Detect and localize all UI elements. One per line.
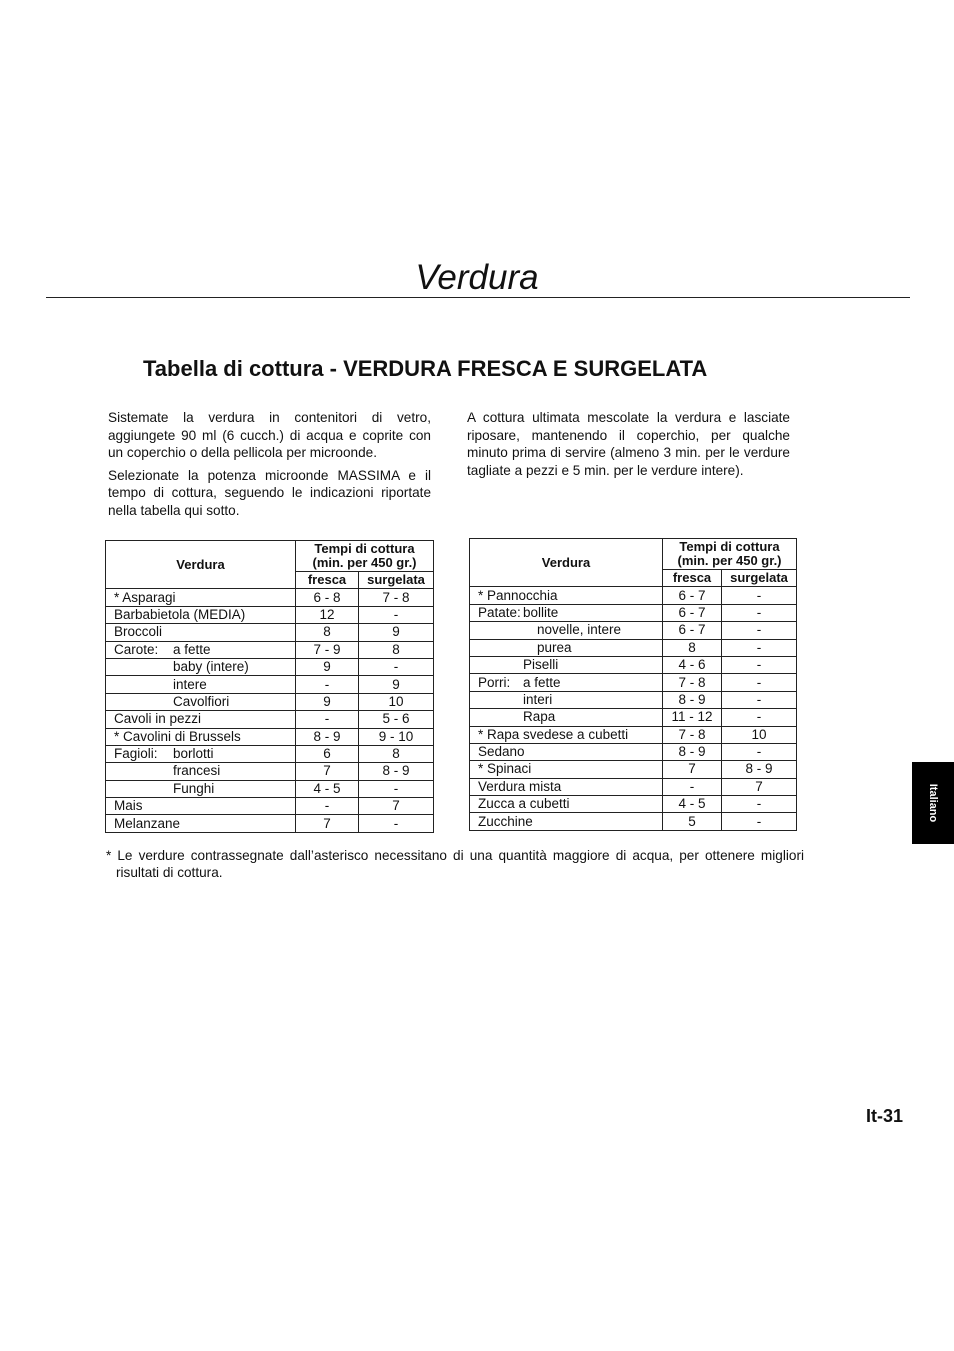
vegetable-name: intere <box>173 676 207 692</box>
vegetable-name: * Asparagi <box>114 589 176 605</box>
time-fresca-cell: 6 - 7 <box>663 622 722 639</box>
time-surgelata-cell: - <box>722 796 797 813</box>
vegetable-name-cell <box>470 726 663 743</box>
vegetable-name: purea <box>537 639 572 655</box>
header-tempi-line1: Tempi di cottura <box>314 541 415 556</box>
cooking-table-right <box>469 538 797 831</box>
time-fresca-cell: 8 <box>296 624 359 641</box>
table-row <box>470 604 797 621</box>
time-fresca-cell: 9 <box>296 693 359 710</box>
vegetable-name: Mais <box>114 798 143 814</box>
time-surgelata-cell: - <box>359 606 434 623</box>
time-surgelata-cell: 9 - 10 <box>359 728 434 745</box>
table-row <box>106 798 434 815</box>
category-prefix: Carote: <box>114 641 159 657</box>
header-tempi <box>663 539 797 570</box>
time-fresca-cell: 7 - 8 <box>663 674 722 691</box>
vegetable-name: a fette <box>173 641 211 657</box>
vegetable-name-cell <box>106 798 296 815</box>
time-surgelata-cell: - <box>359 815 434 832</box>
vegetable-name-cell <box>470 743 663 760</box>
time-surgelata-cell: - <box>722 639 797 656</box>
vegetable-name: interi <box>523 691 553 707</box>
vegetable-name: Funghi <box>173 780 215 796</box>
vegetable-name-cell <box>106 676 296 693</box>
header-fresca: fresca <box>663 570 722 587</box>
vegetable-name: baby (intere) <box>173 659 249 675</box>
table-row <box>470 796 797 813</box>
vegetable-name: Sedano <box>478 744 525 760</box>
time-fresca-cell: 7 <box>663 761 722 778</box>
table-row <box>470 778 797 795</box>
time-surgelata-cell: - <box>722 604 797 621</box>
time-fresca-cell: - <box>663 778 722 795</box>
vegetable-name: * Spinaci <box>478 761 532 777</box>
table-row <box>470 813 797 830</box>
vegetable-name-cell <box>470 813 663 830</box>
time-surgelata-cell: - <box>722 691 797 708</box>
time-fresca-cell: 6 - 7 <box>663 604 722 621</box>
section-heading: Tabella di cottura - VERDURA FRESCA E SURGELATA <box>143 356 708 381</box>
table-row <box>106 658 434 675</box>
category-prefix: Porri: <box>478 674 511 690</box>
vegetable-name: Broccoli <box>114 624 163 640</box>
header-verdura: Verdura <box>470 539 663 587</box>
time-surgelata-cell: 8 <box>359 641 434 658</box>
table-row <box>106 745 434 762</box>
header-tempi-line1: Tempi di cottura <box>679 539 780 554</box>
table-row <box>106 676 434 693</box>
vegetable-name-cell <box>470 622 663 639</box>
time-fresca-cell: - <box>296 711 359 728</box>
time-fresca-cell: 6 - 7 <box>663 587 722 604</box>
time-fresca-cell: 7 - 8 <box>663 726 722 743</box>
vegetable-name-cell <box>106 641 296 658</box>
table-row <box>106 693 434 710</box>
time-surgelata-cell: 10 <box>359 693 434 710</box>
time-surgelata-cell: 7 - 8 <box>359 589 434 606</box>
vegetable-name: * Rapa svedese a cubetti <box>478 726 629 742</box>
vegetable-name: Verdura mista <box>478 778 562 794</box>
time-fresca-cell: 7 <box>296 763 359 780</box>
time-surgelata-cell: - <box>722 709 797 726</box>
table-row <box>106 780 434 797</box>
title-rule <box>46 297 910 298</box>
time-fresca-cell: 8 - 9 <box>663 743 722 760</box>
vegetable-name: * Pannocchia <box>478 587 558 603</box>
time-surgelata-cell: - <box>359 658 434 675</box>
time-surgelata-cell: - <box>722 656 797 673</box>
time-fresca-cell: - <box>296 798 359 815</box>
time-surgelata-cell: 9 <box>359 624 434 641</box>
vegetable-name-cell <box>470 691 663 708</box>
vegetable-name-cell <box>106 728 296 745</box>
time-surgelata-cell: - <box>722 743 797 760</box>
time-surgelata-cell: 8 - 9 <box>722 761 797 778</box>
table-row <box>106 815 434 832</box>
category-prefix: Patate: <box>478 604 521 620</box>
vegetable-name-cell <box>106 693 296 710</box>
vegetable-name: Cavoli in pezzi <box>114 711 202 727</box>
vegetable-name-cell <box>470 709 663 726</box>
vegetable-name-cell <box>106 658 296 675</box>
vegetable-name-cell <box>106 606 296 623</box>
intro-paragraph: Sistemate la verdura in contenitori di vetro, aggiungete 90 ml (6 cucch.) di acqua e coprite con un coperchio o della pellicola per microonde. <box>108 410 431 461</box>
table-row <box>106 763 434 780</box>
vegetable-name: Zucchine <box>478 813 533 829</box>
language-tab-label: Italiano <box>927 783 939 823</box>
time-fresca-cell: 8 - 9 <box>663 691 722 708</box>
time-fresca-cell: 8 <box>663 639 722 656</box>
vegetable-name-cell <box>470 639 663 656</box>
table-row <box>470 674 797 691</box>
time-fresca-cell: 6 - 8 <box>296 589 359 606</box>
vegetable-name: francesi <box>173 763 221 779</box>
table-row <box>470 726 797 743</box>
vegetable-name-cell <box>106 745 296 762</box>
table-row <box>106 606 434 623</box>
table-row <box>106 641 434 658</box>
vegetable-name-cell <box>106 624 296 641</box>
time-fresca-cell: 4 - 6 <box>663 656 722 673</box>
header-verdura: Verdura <box>106 541 296 589</box>
time-surgelata-cell: 5 - 6 <box>359 711 434 728</box>
page-title: Verdura <box>415 258 539 297</box>
table-row <box>106 624 434 641</box>
table-row <box>470 761 797 778</box>
table-row <box>106 589 434 606</box>
time-fresca-cell: 11 - 12 <box>663 709 722 726</box>
vegetable-name: * Cavolini di Brussels <box>114 728 241 744</box>
table-row <box>470 622 797 639</box>
vegetable-name-cell <box>106 589 296 606</box>
vegetable-name: Melanzane <box>114 815 181 831</box>
table-row <box>106 728 434 745</box>
category-prefix: Fagioli: <box>114 746 158 762</box>
time-surgelata-cell: 9 <box>359 676 434 693</box>
table-row <box>470 639 797 656</box>
vegetable-name-cell <box>106 780 296 797</box>
table-row <box>470 587 797 604</box>
table-row <box>106 711 434 728</box>
vegetable-name: borlotti <box>173 746 214 762</box>
vegetable-name-cell <box>106 815 296 832</box>
table-row <box>470 743 797 760</box>
header-surgelata: surgelata <box>722 570 797 587</box>
vegetable-name: Rapa <box>523 709 556 725</box>
time-fresca-cell: 7 - 9 <box>296 641 359 658</box>
header-tempi-line2: (min. per 450 gr.) <box>677 553 782 568</box>
time-fresca-cell: 7 <box>296 815 359 832</box>
vegetable-name: Piselli <box>523 657 559 673</box>
header-fresca: fresca <box>296 572 359 589</box>
time-surgelata-cell: 7 <box>359 798 434 815</box>
intro-left-column <box>108 409 431 525</box>
vegetable-name-cell <box>106 763 296 780</box>
header-surgelata: surgelata <box>359 572 434 589</box>
table-row <box>470 656 797 673</box>
time-surgelata-cell: 8 <box>359 745 434 762</box>
time-fresca-cell: 4 - 5 <box>296 780 359 797</box>
language-tab <box>912 762 954 844</box>
time-fresca-cell: 12 <box>296 606 359 623</box>
vegetable-name: Zucca a cubetti <box>478 796 570 812</box>
time-surgelata-cell: - <box>722 813 797 830</box>
vegetable-name-cell <box>470 604 663 621</box>
intro-right-column <box>467 409 790 484</box>
time-fresca-cell: - <box>296 676 359 693</box>
time-surgelata-cell: 7 <box>722 778 797 795</box>
time-surgelata-cell: 10 <box>722 726 797 743</box>
time-surgelata-cell: - <box>722 587 797 604</box>
time-fresca-cell: 5 <box>663 813 722 830</box>
vegetable-name: Barbabietola (MEDIA) <box>114 606 246 622</box>
page-number: It-31 <box>866 1106 904 1126</box>
table-row <box>470 709 797 726</box>
vegetable-name-cell <box>470 674 663 691</box>
vegetable-name-cell <box>470 761 663 778</box>
footnote: * Le verdure contrassegnate dall’asterisco necessitano di una quantità maggiore di acqua, per ottenere migliori risultati di cottura. <box>106 848 804 881</box>
vegetable-name-cell <box>470 778 663 795</box>
vegetable-name-cell <box>470 796 663 813</box>
vegetable-name: a fette <box>523 674 561 690</box>
table-row <box>470 691 797 708</box>
time-fresca-cell: 4 - 5 <box>663 796 722 813</box>
vegetable-name: Cavolfiori <box>173 693 230 709</box>
intro-paragraph: A cottura ultimata mescolate la verdura e lasciate riposare, mantenendo il coperchio, per qualche minuto prima di servire (almeno 3 min. per le verdure tagliate a pezzi e 5 min. per le verdure intere). <box>467 410 790 478</box>
time-surgelata-cell: - <box>359 780 434 797</box>
time-surgelata-cell: - <box>722 674 797 691</box>
header-tempi-line2: (min. per 450 gr.) <box>312 555 417 570</box>
vegetable-name-cell <box>106 711 296 728</box>
vegetable-name: novelle, intere <box>537 622 622 638</box>
vegetable-name-cell <box>470 587 663 604</box>
header-tempi <box>296 541 434 572</box>
time-fresca-cell: 9 <box>296 658 359 675</box>
time-fresca-cell: 8 - 9 <box>296 728 359 745</box>
vegetable-name-cell <box>470 656 663 673</box>
time-surgelata-cell: - <box>722 622 797 639</box>
time-surgelata-cell: 8 - 9 <box>359 763 434 780</box>
time-fresca-cell: 6 <box>296 745 359 762</box>
intro-paragraph: Selezionate la potenza microonde MASSIMA e il tempo di cottura, seguendo le indicazioni riportate nella tabella qui sotto. <box>108 467 431 518</box>
cooking-table-left <box>105 540 434 833</box>
vegetable-name: bollite <box>523 604 559 620</box>
